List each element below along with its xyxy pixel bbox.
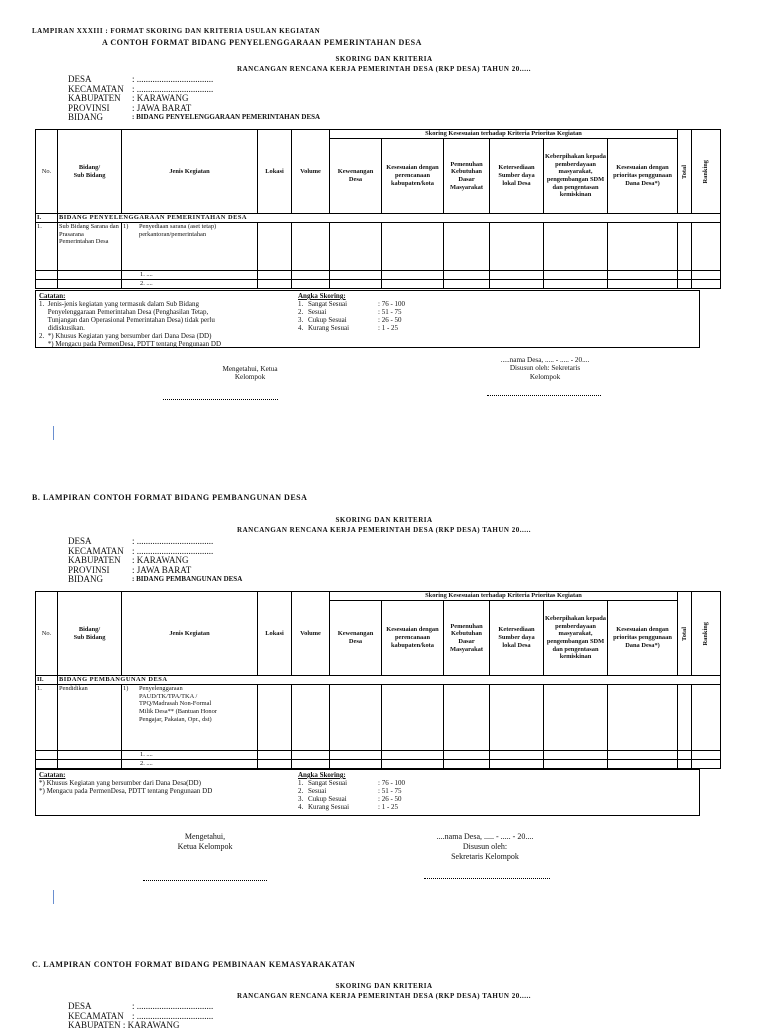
kabupaten-partial-c: KABUPATEN : KARAWANG bbox=[68, 1020, 180, 1031]
desa-label-c: DESA bbox=[68, 1001, 92, 1011]
skor-a-3-n: 4. bbox=[298, 324, 304, 332]
note-b-1: *) Mengacu pada PermenDesa, PDTT tentang Pengunaan DD bbox=[39, 787, 213, 795]
nama-desa-a: .....nama Desa, ..... - ..... - 20.... bbox=[500, 356, 590, 364]
col-bidang-b: Bidang/ Sub Bidang bbox=[58, 592, 122, 676]
desa-value-c: : .................................. bbox=[132, 1001, 214, 1011]
skor-b-1-n: 2. bbox=[298, 787, 304, 795]
lampiran-heading: LAMPIRAN XXXIII : FORMAT SKORING DAN KRITERIA USULAN KEGIATAN bbox=[32, 27, 321, 35]
note-b-0: *) Khusus Kegiatan yang bersumber dari Dana Desa(DD) bbox=[39, 779, 201, 787]
kecamatan-label-c: KECAMATAN bbox=[68, 1010, 124, 1021]
skor-b-2-n: 3. bbox=[298, 795, 304, 803]
col-kesesuaian-dd-b: Kesesuaian dengan prioritas penggunaan Dana Desa*) bbox=[608, 601, 678, 676]
provinsi-value-b: : JAWA BARAT bbox=[132, 564, 192, 575]
kecamatan-label: KECAMATAN bbox=[68, 83, 124, 94]
col-ranking-b bbox=[692, 592, 721, 676]
title-skoring-a: SKORING DAN KRITERIA bbox=[335, 55, 433, 63]
kabupaten-value-b: : KARAWANG bbox=[132, 555, 189, 566]
group-name: BIDANG PENYELENGGARAAN PEMERINTAHAN DESA bbox=[58, 214, 721, 223]
signature-right-b bbox=[420, 832, 550, 862]
col-total-b bbox=[678, 592, 692, 676]
nama-desa-b: ....nama Desa, ..... - ..... - 20.... bbox=[436, 832, 534, 841]
col-keberpihakan: Keberpihakan kepada pemberdayaan masyarakat, pengembangan SDM dan pengentasan kemiskinan bbox=[544, 139, 608, 214]
note-a-4: 2. *) Khusus Kegiatan yang bersumber dari Dana Desa (DD) bbox=[39, 332, 212, 340]
col-volume: Volume bbox=[292, 130, 330, 214]
col-total bbox=[678, 130, 692, 214]
sub2-b: 2. .... bbox=[122, 760, 258, 769]
signature-right-a bbox=[470, 356, 620, 381]
mengetahui-b: Mengetahui, bbox=[184, 832, 226, 841]
sub1-a: 1. .... bbox=[122, 271, 258, 280]
row1-jenis-text-b: Penyelenggaraan PAUD/TK/TPA/TKA / TPQ/Madrasah Non-Formal Milik Desa** (Bantuan Honor Pengajar, Pakaian, Opr., dst) bbox=[139, 685, 217, 723]
bidang-label: BIDANG bbox=[68, 112, 103, 123]
note-a-5: *) Mengacu pada PermenDesa, PDTT tentang Pengunaan DD bbox=[39, 340, 222, 348]
bidang-value-b: : BIDANG PEMBANGUNAN DESA bbox=[132, 575, 243, 584]
kelompok-a: Kelompok bbox=[234, 373, 266, 382]
group-no: I. bbox=[36, 214, 58, 223]
title-rancangan-b: RANCANGAN RENCANA KERJA PEMERINTAH DESA (RKP DESA) TAHUN 20..... bbox=[237, 526, 531, 534]
provinsi-value: : JAWA BARAT bbox=[132, 102, 192, 113]
skor-b-1-label: Sesuai bbox=[308, 787, 327, 795]
skor-a-0-label: Sangat Sesuai bbox=[308, 300, 348, 308]
signature-line-right-a bbox=[487, 395, 601, 396]
col-skoring-group-b: Skoring Kesesuaian terhadap Kriteria Prioritas Kegiatan bbox=[330, 592, 678, 601]
disusun-b: Disusun oleh: bbox=[462, 842, 508, 851]
kelompok-a2: Kelompok bbox=[529, 372, 561, 381]
desa-value: : .................................. bbox=[132, 74, 214, 84]
bidang-value: : BIDANG PENYELENGGARAAN PEMERINTAHAN DESA bbox=[132, 113, 321, 122]
mengetahui-a: Mengetahui, Ketua bbox=[222, 365, 278, 373]
provinsi-label-b: PROVINSI bbox=[68, 564, 110, 575]
sekretaris-kelompok-b: Sekretaris Kelompok bbox=[451, 852, 519, 861]
skor-b-3-n: 4. bbox=[298, 803, 304, 811]
text-cursor-b bbox=[53, 890, 54, 904]
meta-block-b bbox=[68, 537, 242, 585]
footer-notes-a bbox=[35, 290, 700, 348]
row1-jenis bbox=[122, 223, 258, 271]
col-kesesuaian-dd: Kesesuaian dengan prioritas penggunaan Dana Desa*) bbox=[608, 139, 678, 214]
row1-jenis-text: Penyediaan sarana (aset tetap) perkantoran/pemerintahan bbox=[139, 223, 217, 238]
skor-a-3-label: Kurang Sesuai bbox=[308, 324, 350, 332]
ketua-kelompok-b: Ketua Kelompok bbox=[177, 842, 233, 851]
skor-a-1-n: 2. bbox=[298, 308, 304, 316]
kecamatan-label-b: KECAMATAN bbox=[68, 545, 124, 556]
row1-idx-b: 1) bbox=[123, 685, 129, 692]
meta-block-c bbox=[68, 1001, 214, 1031]
kabupaten-value: : KARAWANG bbox=[132, 93, 189, 104]
row1-sub: Sub Bidang Sarana dan Prasarana Pemerintahan Desa bbox=[58, 223, 122, 271]
skor-a-1-label: Sesuai bbox=[308, 308, 327, 316]
provinsi-label: PROVINSI bbox=[68, 102, 110, 113]
group-name-b: BIDANG PEMBANGUNAN DESA bbox=[58, 676, 721, 685]
group-no-b: II. bbox=[36, 676, 58, 685]
signature-left-a bbox=[190, 365, 310, 382]
skor-b-0-label: Sangat Sesuai bbox=[308, 779, 348, 787]
signature-line-left-b bbox=[143, 880, 267, 881]
col-kewenangan: Kewenangan Desa bbox=[330, 139, 382, 214]
skor-b-2-label: Cukup Sesuai bbox=[308, 795, 347, 803]
section-a-title: A CONTOH FORMAT BIDANG PENYELENGGARAAN PEMERINTAHAN DESA bbox=[102, 38, 422, 47]
row1-no: 1. bbox=[36, 223, 58, 271]
kecamatan-value-b: : .................................. bbox=[132, 545, 214, 556]
col-lokasi-b: Lokasi bbox=[258, 592, 292, 676]
skor-a-2-n: 3. bbox=[298, 316, 304, 324]
col-ketersediaan: Ketersediaan Sumber daya lokal Desa bbox=[490, 139, 544, 214]
desa-label: DESA bbox=[68, 74, 92, 84]
skor-b-1-range: : 51 - 75 bbox=[378, 787, 402, 795]
row1-sub-b: Pendidikan bbox=[58, 685, 122, 751]
col-ranking bbox=[692, 130, 721, 214]
catatan-label-a: Catatan: bbox=[39, 292, 66, 300]
sub1-b: 1. .... bbox=[122, 751, 258, 760]
kecamatan-value-c: : .................................. bbox=[132, 1010, 214, 1021]
section-c-title: C. LAMPIRAN CONTOH FORMAT BIDANG PEMBINAAN KEMASYARAKATAN bbox=[32, 960, 356, 969]
skoring-table-b bbox=[35, 591, 721, 769]
col-kesesuaian-kab-b: Kesesuaian dengan perencanaan kabupaten/kota bbox=[382, 601, 444, 676]
col-total-label: Total bbox=[680, 164, 688, 179]
col-kewenangan-b: Kewenangan Desa bbox=[330, 601, 382, 676]
col-no-b: No. bbox=[36, 592, 58, 676]
skor-a-0-range: : 76 - 100 bbox=[378, 300, 406, 308]
skoring-table-a bbox=[35, 129, 721, 289]
col-keberpihakan-b: Keberpihakan kepada pemberdayaan masyarakat, pengembangan SDM dan pengentasan kemiskinan bbox=[544, 601, 608, 676]
note-a-2: Tunjangan dan Operasional Pemerintahan Desa) tidak perlu bbox=[39, 316, 215, 324]
col-pemenuhan-b: Pemenuhan Kebutuhan Dasar Masyarakat bbox=[444, 601, 490, 676]
skor-a-3-range: : 1 - 25 bbox=[378, 324, 399, 332]
title-skoring-c: SKORING DAN KRITERIA bbox=[335, 982, 433, 990]
skor-b-0-range: : 76 - 100 bbox=[378, 779, 406, 787]
kabupaten-label: KABUPATEN bbox=[68, 93, 121, 104]
sub2-a: 2. .... bbox=[122, 280, 258, 289]
skor-b-3-range: : 1 - 25 bbox=[378, 803, 399, 811]
signature-line-right-b bbox=[424, 878, 550, 879]
footer-notes-b bbox=[35, 769, 700, 816]
signature-left-b bbox=[150, 832, 260, 852]
note-a-1: Penyelenggaraan Pemerintahan Desa (Penghasilan Tetap, bbox=[39, 308, 209, 316]
skor-b-3-label: Kurang Sesuai bbox=[308, 803, 350, 811]
skor-b-0-n: 1. bbox=[298, 779, 304, 787]
bidang-label-b: BIDANG bbox=[68, 574, 103, 585]
disusun-a: Disusun oleh: Sekretaris bbox=[509, 364, 581, 373]
note-a-3: didiskusikan. bbox=[39, 324, 85, 332]
col-bidang: Bidang/ Sub Bidang bbox=[58, 130, 122, 214]
row1-jenis-b bbox=[122, 685, 258, 751]
col-kesesuaian-kab: Kesesuaian dengan perencanaan kabupaten/kota bbox=[382, 139, 444, 214]
kecamatan-value: : .................................. bbox=[132, 83, 214, 94]
title-rancangan-c: RANCANGAN RENCANA KERJA PEMERINTAH DESA (RKP DESA) TAHUN 20..... bbox=[237, 992, 531, 1000]
skor-b-2-range: : 26 - 50 bbox=[378, 795, 402, 803]
col-total-label-b: Total bbox=[680, 626, 688, 641]
kabupaten-label-b: KABUPATEN bbox=[68, 555, 121, 566]
meta-block-a bbox=[68, 75, 320, 123]
col-ranking-label: Ranking bbox=[702, 159, 710, 184]
col-ketersediaan-b: Ketersediaan Sumber daya lokal Desa bbox=[490, 601, 544, 676]
col-pemenuhan: Pemenuhan Kebutuhan Dasar Masyarakat bbox=[444, 139, 490, 214]
note-a-0: 1. Jenis-jenis kegiatan yang termasuk dalam Sub Bidang bbox=[39, 300, 199, 308]
skor-a-1-range: : 51 - 75 bbox=[378, 308, 402, 316]
row1-idx: 1) bbox=[123, 223, 129, 230]
angka-label-b: Angka Skoring: bbox=[298, 771, 346, 779]
skor-a-0-n: 1. bbox=[298, 300, 304, 308]
col-jenis: Jenis Kegiatan bbox=[122, 130, 258, 214]
skor-a-2-range: : 26 - 50 bbox=[378, 316, 402, 324]
col-no: No. bbox=[36, 130, 58, 214]
text-cursor bbox=[53, 426, 54, 440]
col-ranking-label-b: Ranking bbox=[702, 621, 710, 646]
desa-value-b: : .................................. bbox=[132, 536, 214, 546]
catatan-label-b: Catatan: bbox=[39, 771, 66, 779]
row1-no-b: 1. bbox=[36, 685, 58, 751]
col-lokasi: Lokasi bbox=[258, 130, 292, 214]
desa-label-b: DESA bbox=[68, 536, 92, 546]
col-jenis-b: Jenis Kegiatan bbox=[122, 592, 258, 676]
title-rancangan-a: RANCANGAN RENCANA KERJA PEMERINTAH DESA (RKP DESA) TAHUN 20..... bbox=[237, 65, 531, 73]
section-b-title: B. LAMPIRAN CONTOH FORMAT BIDANG PEMBANGUNAN DESA bbox=[32, 493, 308, 502]
col-skoring-group: Skoring Kesesuaian terhadap Kriteria Prioritas Kegiatan bbox=[330, 130, 678, 139]
skor-a-2-label: Cukup Sesuai bbox=[308, 316, 347, 324]
col-volume-b: Volume bbox=[292, 592, 330, 676]
signature-line-left-a bbox=[163, 399, 278, 400]
angka-label-a: Angka Skoring: bbox=[298, 292, 346, 300]
title-skoring-b: SKORING DAN KRITERIA bbox=[335, 516, 433, 524]
